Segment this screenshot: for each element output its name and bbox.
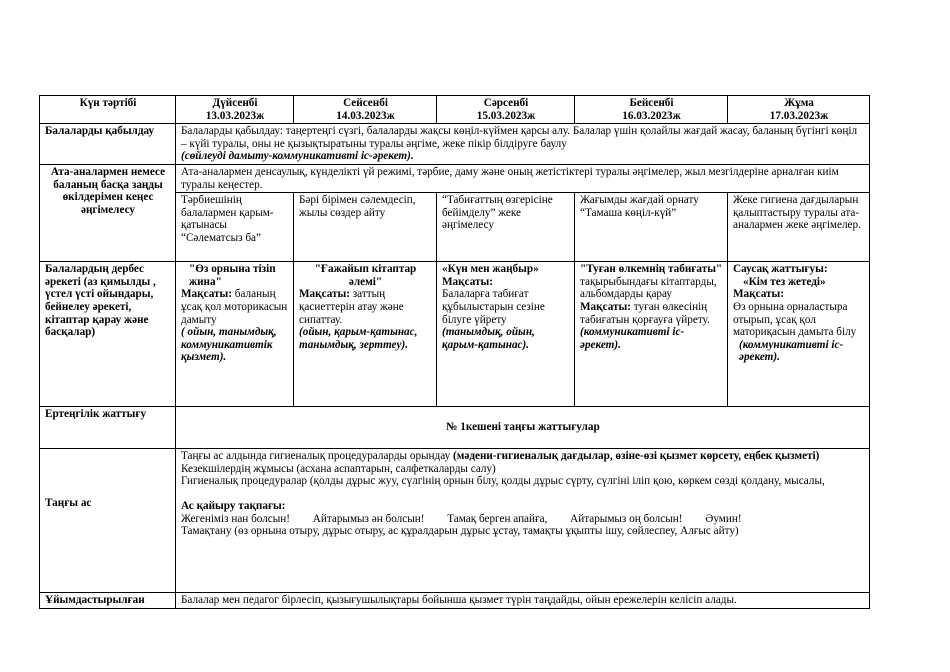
day-name: Жұма — [784, 97, 814, 109]
day-name: Сейсенбі — [343, 97, 388, 109]
activity-title: «Күн мен жаңбыр» — [442, 263, 539, 276]
activity-title: "Ғажайып кітаптар әлемі" — [314, 263, 417, 288]
activity-type: ( ойын, танымдық, коммуникативтік қызмет). — [181, 326, 277, 364]
activity-goal: Мақсаты: заттың қасиеттерін атау және сипаттау. — [299, 288, 404, 326]
breakfast-content — [176, 449, 870, 593]
independent-tuesday — [294, 262, 437, 407]
day-date: 13.03.2023ж — [205, 109, 265, 122]
activity-title: Саусақ жаттығуы: — [733, 263, 828, 276]
reception-content — [176, 124, 870, 165]
breakfast-label: Таңғы ас — [40, 449, 176, 593]
day-header-friday — [728, 96, 870, 124]
schedule-label: Күн тәртібі — [40, 96, 176, 124]
day-name: Дүйсенбі — [212, 97, 258, 109]
activity-goal: Мақсаты: туған өлкесінің табиғатын қорғауға үйрету. — [580, 300, 710, 326]
independent-row — [40, 262, 870, 407]
breakfast-duty: Кезекшілердің жұмысы (асхана аспаптарын, салфеткаларды салу) — [181, 462, 496, 475]
reception-row — [40, 124, 870, 165]
activity-goal-label: Мақсаты: — [733, 288, 784, 301]
independent-monday — [176, 262, 294, 407]
breakfast-intro: Таңғы ас алдында гигиеналық процедураларды орындау (мәдени-гигиеналық дағдылар, өзіне-өзі қызмет көрсету, еңбек қызметі) — [181, 450, 820, 463]
daily-plan-table — [39, 95, 870, 609]
independent-friday — [728, 262, 870, 407]
day-date: 14.03.2023ж — [336, 109, 395, 122]
day-header-thursday — [575, 96, 728, 124]
day-name: Сәрсенбі — [483, 97, 529, 109]
parents-monday: Тәрбиешінің балалармен қарым-қатынасы “Сәлематсыз ба” — [176, 193, 294, 262]
breakfast-eating: Тамақтану (өз орнына отыру, дұрыс отыру, ас құралдарын дұрыс ұстау, тамақты ұқыпты ішу, сөйлеспеу, Алғыс айту) — [181, 525, 739, 538]
exercise-content: № 1кешені таңғы жаттығулар — [176, 407, 870, 449]
day-header-tuesday — [294, 96, 437, 124]
activity-title: "Туған өлкемнің табиғаты" — [580, 263, 723, 276]
activity-type: (коммуникативті іс-әрекет). — [739, 338, 844, 364]
parents-label: Ата-аналармен немесе баланың басқа заңды өкілдерімен кеңес әңгімелесу — [40, 164, 176, 261]
saying-lines: Жегеніміз нан болсын! Айтарымыз ән болсын! Тамақ берген апайға, Айтарымыз оң болсын! Әумин! — [181, 512, 742, 525]
activity-type: (танымдық, ойын, қарым-қатынас). — [442, 326, 535, 351]
activity-goal: Өз орнына орналастыра отырып, ұсақ қол маториқасын дамыта білу — [733, 300, 857, 339]
activity-title: "Өз орнына тізіп жина" — [189, 263, 276, 288]
activity-goal: Балаларға табиғат құбылыстарын сезіне білуге үйрету — [442, 288, 545, 326]
activity-subtitle: «Кім тез жетеді» — [743, 275, 826, 288]
organized-content: Балалар мен педагог бірлесіп, қызығушылықтары бойынша қызмет түрін таңдайды, ойын ережелерін келісіп алады. — [176, 593, 870, 609]
parents-tuesday: Бәрі бірімен сәлемдесіп, жылы сөздер айту — [294, 193, 437, 262]
reception-label: Балаларды қабылдау — [40, 124, 176, 165]
parents-thursday: Жағымды жағдай орнату “Тамаша көңіл-күй” — [575, 193, 728, 262]
exercise-row — [40, 407, 870, 449]
day-name: Бейсенбі — [629, 97, 674, 109]
day-date: 16.03.2023ж — [622, 109, 681, 122]
reception-text: Балаларды қабылдау: таңертеңгі сүзгі, балаларды жақсы көңіл-күймен қарсы алу. Балалар үшін қолайлы жағдай жасау, баланың бүгінгі көңіл – күйі туралы, оны не қызықтыратыны туралы әңгіме, жеке пікір білдіруге баулу — [181, 125, 858, 150]
breakfast-hygiene: Гигиеналық процедуралар (қолды дұрыс жуу, сүлгінің орнын білу, қолды дұрыс сүрту, сүлгіні іліп қою, көркем сөзді қолдану, мысалы, — [181, 475, 825, 488]
breakfast-row — [40, 449, 870, 593]
organized-row — [40, 593, 870, 609]
independent-label: Балалардың дербес әрекеті (аз қимылды , үстел үсті ойындары, бейнелеу әрекеті, кітаптар қарау және басқалар) — [40, 262, 176, 407]
saying-title: Ас қайыру тақпағы: — [181, 499, 286, 512]
day-date: 15.03.2023ж — [476, 109, 536, 122]
activity-type: (коммуникативті іс-әрекет). — [580, 326, 685, 351]
parents-row-general — [40, 164, 870, 192]
reception-activity: (сөйлеуді дамыту-коммуникативті іс-әрекет). — [181, 150, 414, 163]
exercise-label: Ертеңгілік жаттығу — [40, 407, 176, 449]
header-row — [40, 96, 870, 124]
day-date: 17.03.2023ж — [769, 109, 829, 122]
activity-intro: тақырыбындағы кітаптарды, альбомдарды қарау — [580, 275, 717, 301]
parents-wednesday: “Табиғаттың өзгерісіне бейімделу” жеке әңгімелесу — [437, 193, 575, 262]
independent-thursday — [575, 262, 728, 407]
independent-wednesday — [437, 262, 575, 407]
activity-type: (ойын, қарым-қатынас, танымдық, зерттеу). — [299, 326, 418, 351]
day-header-wednesday — [437, 96, 575, 124]
organized-label: Ұйымдастырылған — [40, 593, 176, 609]
activity-goal: Мақсаты: баланың ұсақ қол моторикасын дамыту — [181, 288, 288, 326]
parents-general: Ата-аналармен денсаулық, күнделікті үй режимі, тәрбие, даму және оның жетістіктері туралы әңгімелер, жыл мезгілдеріне арналған киім туралы кеңестер. — [176, 164, 870, 192]
parents-friday: Жеке гигиена дағдыларын қалыптастыру туралы ата-аналармен жеке әңгімелер. — [728, 193, 870, 262]
day-header-monday — [176, 96, 294, 124]
activity-goal-label: Мақсаты: — [442, 275, 493, 288]
